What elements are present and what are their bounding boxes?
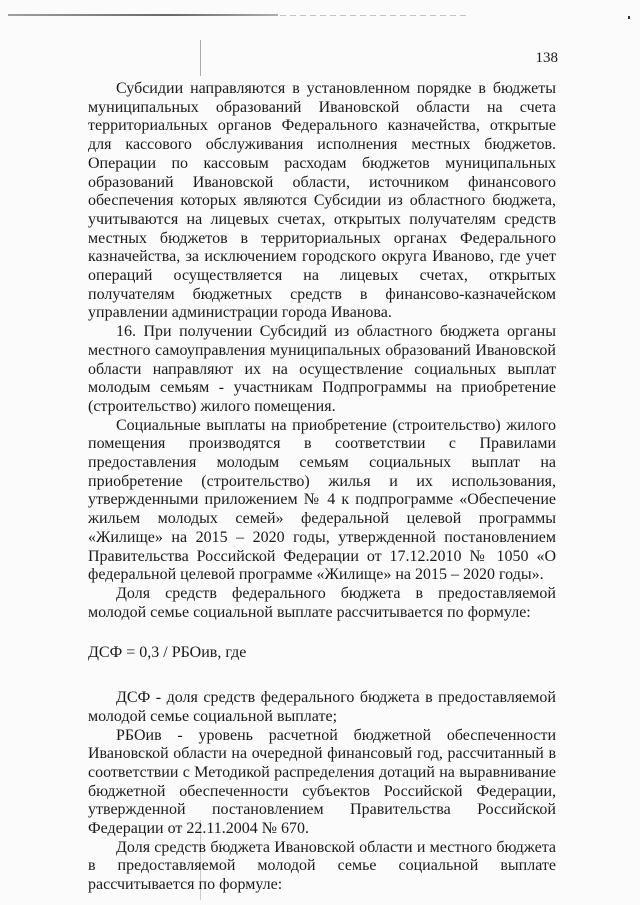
paragraph-item-16: 16. При получении Субсидий из областного бюджета органы местного самоуправления муниципальных образований Ивановской области направляют их на осуществление социальных выплат молодым семьям - участникам Подпрограммы на приобретение (строительство) жилого помещения. [88,323,556,415]
definition-dsf: ДСФ - доля средств федерального бюджета в предоставляемой молодой семье социальной выплате; [88,689,556,725]
scan-artifact-dot [628,16,630,19]
definition-rbo: РБОив - уровень расчетной бюджетной обеспеченности Ивановской области на очередной финансовый год, рассчитанный в соответствии с Методикой распределения дотаций на выравнивание бюджетной обеспеченности субъектов Российской Федерации, утвержденной постановлением Правительства Российской Федерации от 22.11.2004 № 670. [88,726,556,838]
paragraph-social-payments: Социальные выплаты на приобретение (строительство) жилого помещения производятся в соответствии с Правилами предоставления молодым семьям социальных выплат на приобретение (строительство) жилья и их использования, утвержденными приложением № 4 к подпрограмме «Обеспечение жильем молодых семей» федеральной целевой программы «Жилище» на 2015 – 2020 годы, утвержденной постановлением Правительства Российской Федерации от 17.12.2010 № 1050 «О федеральной целевой программе «Жилище» на 2015 – 2020 годы». [88,416,556,584]
paragraph-subsidies-accounts: Субсидии направляются в установленном порядке в бюджеты муниципальных образований Ивановской области на счета территориальных органов Федерального казначейства, открытые для кассового обслуживания исполнения местных бюджетов. Операции по кассовым расходам бюджетов муниципальных образований Ивановской области, источником финансового обеспечения которых являются Субсидии из областного бюджета, учитываются на лицевых счетах, открытых получателям средств местных бюджетов в территориальных органах Федерального казначейства, за исключением городского округа Иваново, где учет операций осуществляется на лицевых счетах, открытых получателям бюджетных средств в финансово-казначейском управлении администрации города Иванова. [88,80,556,322]
paragraph-federal-share-intro: Доля средств федерального бюджета в предоставляемой молодой семье социальной выплате рассчитывается по формуле: [88,584,556,621]
document-body [88,80,556,895]
scan-artifact-line [8,14,278,16]
paragraph-regional-share-intro: Доля средств бюджета Ивановской области и местного бюджета в предоставляемой молодой семье социальной выплате рассчитывается по формуле: [88,838,556,894]
fold-mark-top [200,40,201,76]
scan-artifact-dashes [280,15,470,16]
formula-dsf: ДСФ = 0,3 / РБОив, где [88,644,247,662]
page-number: 138 [535,50,558,66]
